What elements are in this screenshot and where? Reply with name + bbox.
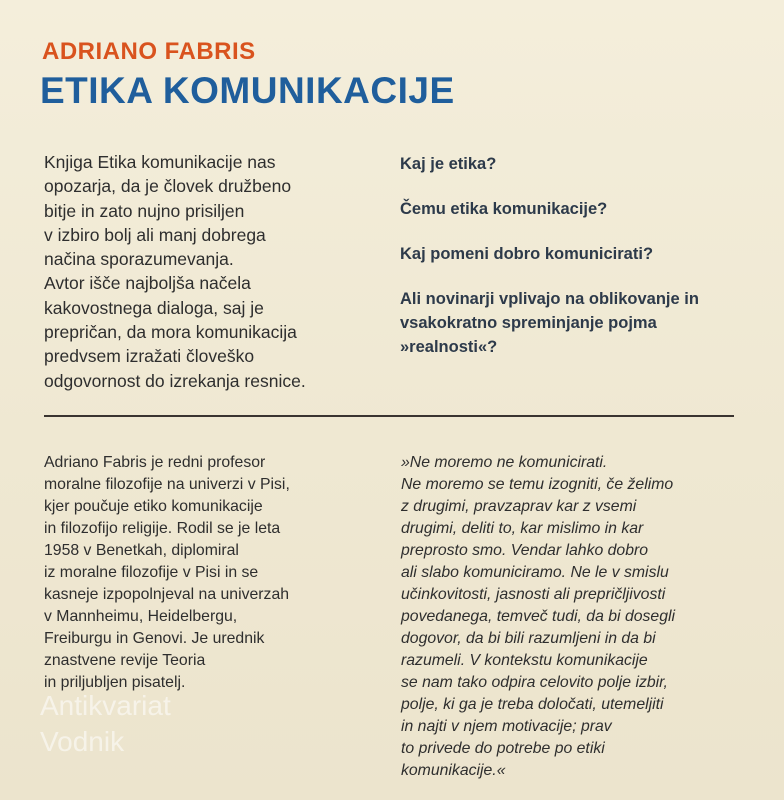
quote-line: preprosto smo. Vendar lahko dobro	[401, 542, 649, 559]
bio-line: v Mannheimu, Heidelbergu,	[44, 608, 238, 625]
quote-line: polje, ki ga je treba določati, utemeljiti	[401, 696, 664, 713]
bio-line: kasneje izpopolnjeval na univerzah	[44, 586, 290, 603]
intro-line: odgovornost do izrekanja resnice.	[44, 370, 306, 391]
quote-line: komunikacije.«	[401, 762, 506, 779]
bio-line: Freiburgu in Genovi. Je urednik	[44, 630, 265, 647]
section-divider	[44, 415, 734, 417]
quote-line: »Ne moremo ne komunicirati.	[401, 454, 608, 471]
quote-line: se nam tako odpira celovito polje izbir,	[401, 674, 668, 691]
question-1: Kaj je etika?	[400, 155, 497, 173]
author-bio	[44, 452, 374, 694]
questions-list	[400, 152, 750, 380]
question-3: Kaj pomeni dobro komunicirati?	[400, 245, 654, 263]
intro-line: prepričan, da mora komunikacija	[44, 322, 297, 343]
quote-line: učinkovitosti, jasnosti ali prepričljivosti	[401, 586, 666, 603]
bio-line: in filozofijo religije. Rodil se je leta	[44, 520, 281, 537]
intro-line: Knjiga Etika komunikacije nas	[44, 152, 276, 172]
intro-line: v izbiro bolj ali manj dobrega	[44, 224, 266, 245]
quote-line: razumeli. V kontekstu komunikacije	[401, 652, 648, 669]
watermark-line: Vodnik	[40, 726, 125, 757]
bio-line: Adriano Fabris je redni profesor	[44, 454, 266, 471]
watermark-line: Antikvariat	[40, 690, 171, 721]
quote-line: in najti v njem motivacije; prav	[401, 718, 612, 735]
bio-line: in priljubljen pisatelj.	[44, 674, 186, 691]
question-2: Čemu etika komunikacije?	[400, 200, 608, 218]
quote-block	[401, 452, 746, 782]
quote-line: z drugimi, pravzaprav kar z vsemi	[401, 498, 637, 515]
bio-line: moralne filozofije na univerzi v Pisi,	[44, 476, 290, 493]
watermark	[40, 688, 171, 760]
intro-line: Avtor išče najboljša načela	[44, 273, 251, 294]
author-name: ADRIANO FABRIS	[42, 38, 256, 65]
quote-line: Ne moremo se temu izogniti, če želimo	[401, 476, 674, 493]
question-4: Ali novinarji vplivajo na oblikovanje in vsakokratno spreminjanje pojma »realnosti«?	[400, 290, 699, 356]
quote-line: drugimi, deliti to, kar mislimo in kar	[401, 520, 644, 537]
bio-line: kjer poučuje etiko komunikacije	[44, 498, 263, 515]
intro-line: opozarja, da je človek družbeno	[44, 176, 292, 197]
intro-line: bitje in zato nujno prisiljen	[44, 200, 245, 221]
intro-paragraph	[44, 150, 379, 393]
quote-line: dogovor, da bi bili razumljeni in da bi	[401, 630, 656, 647]
quote-line: to privede do potrebe po etiki	[401, 740, 605, 757]
intro-line: načina sporazumevanja.	[44, 249, 234, 270]
bio-line: iz moralne filozofije v Pisi in se	[44, 564, 259, 581]
intro-line: kakovostnega dialoga, saj je	[44, 297, 264, 318]
book-title: ETIKA KOMUNIKACIJE	[40, 70, 455, 111]
quote-line: ali slabo komuniciramo. Ne le v smislu	[401, 564, 669, 581]
intro-line: predvsem izražati človeško	[44, 346, 255, 367]
bio-line: znastvene revije Teoria	[44, 652, 206, 669]
quote-line: povedanega, temveč tudi, da bi dosegli	[401, 608, 676, 625]
bio-line: 1958 v Benetkah, diplomiral	[44, 542, 239, 559]
